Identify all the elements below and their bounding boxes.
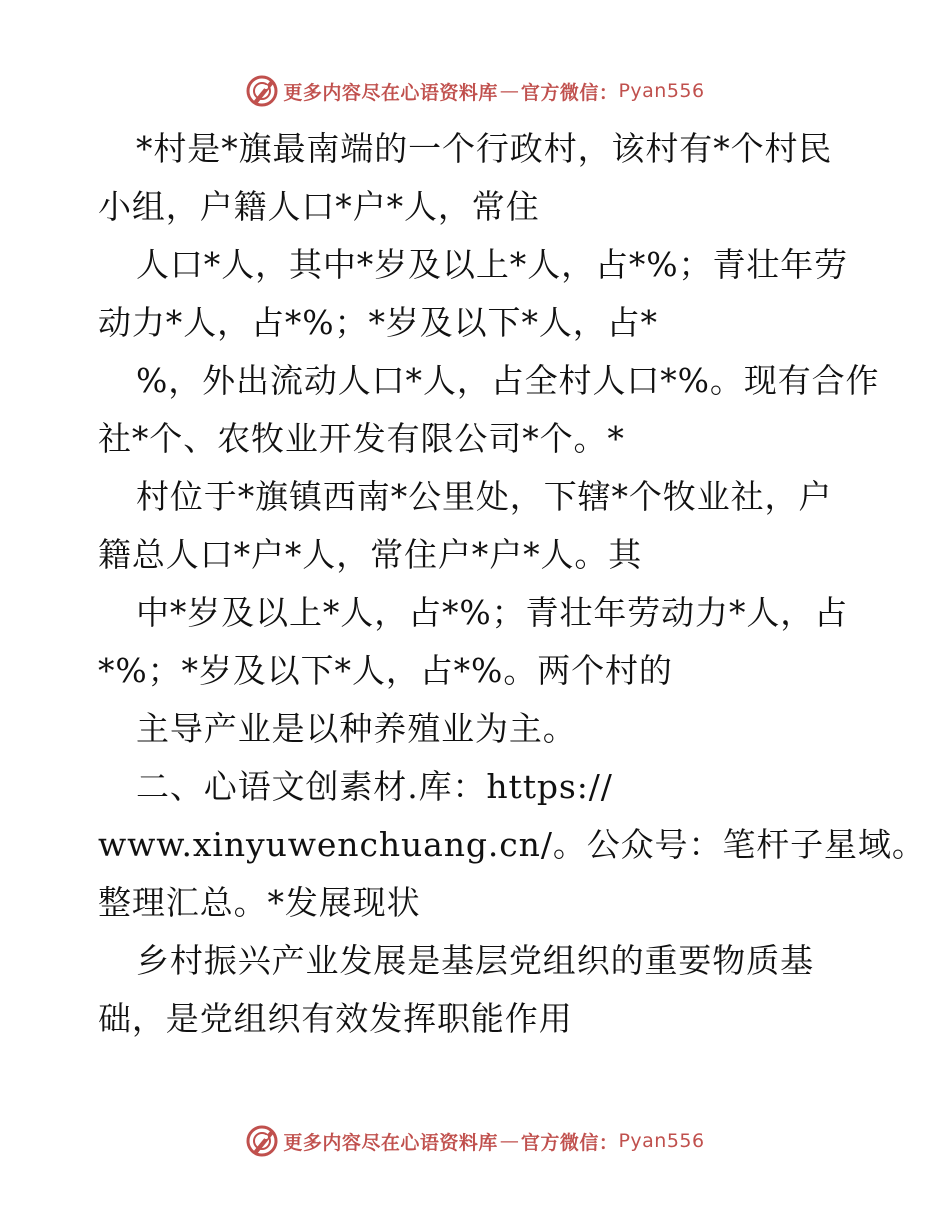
text-line: 小组，户籍人口*户*人，常住 — [98, 187, 540, 226]
text-line: 础，是党组织有效发挥职能作用 — [98, 999, 573, 1038]
text-line: 村位于*旗镇西南*公里处，下辖*个牧业社，户 — [136, 477, 833, 516]
watermark-label: 官方微信： — [520, 81, 619, 104]
watermark-site-text: 更多内容尽在心语资料库 — [283, 1131, 498, 1154]
text-line: *%；*岁及以下*人，占*%。两个村的 — [98, 651, 673, 690]
header-watermark — [0, 71, 950, 111]
text-line: 籍总人口*户*人，常住户*户*人。其 — [98, 535, 643, 574]
watermark-label: 官方微信： — [520, 1131, 619, 1154]
watermark-site-text: 更多内容尽在心语资料库 — [283, 81, 498, 104]
watermark-account: Pyan556 — [618, 1130, 705, 1152]
text-line: 二、心语文创素材.库：https:// — [136, 767, 613, 806]
text-line: 乡村振兴产业发展是基层党组织的重要物质基 — [136, 941, 814, 980]
text-line: 中*岁及以上*人，占*%；青壮年劳动力*人，占 — [136, 593, 849, 632]
footer-watermark — [0, 1121, 950, 1161]
text-line: 社*个、农牧业开发有限公司*个。* — [98, 419, 625, 458]
watermark-separator: — — [499, 80, 519, 102]
text-line-url: www.xinyuwenchuang.cn/。公众号：笔杆子星域。 — [98, 825, 926, 864]
quill-logo-icon — [245, 1124, 279, 1158]
text-line: 整理汇总。*发展现状 — [98, 883, 421, 922]
document-body — [98, 120, 926, 1048]
text-line: 主导产业是以种养殖业为主。 — [136, 709, 577, 748]
text-line: 人口*人，其中*岁及以上*人，占*%；青壮年劳 — [136, 245, 849, 284]
quill-logo-icon — [245, 74, 279, 108]
text-line: 动力*人，占*%；*岁及以下*人，占* — [98, 303, 658, 342]
text-line: %，外出流动人口*人，占全村人口*%。现有合作 — [136, 361, 880, 400]
watermark-account: Pyan556 — [618, 80, 705, 102]
watermark-separator: — — [499, 1130, 519, 1152]
text-line: *村是*旗最南端的一个行政村，该村有*个村民 — [136, 129, 833, 168]
